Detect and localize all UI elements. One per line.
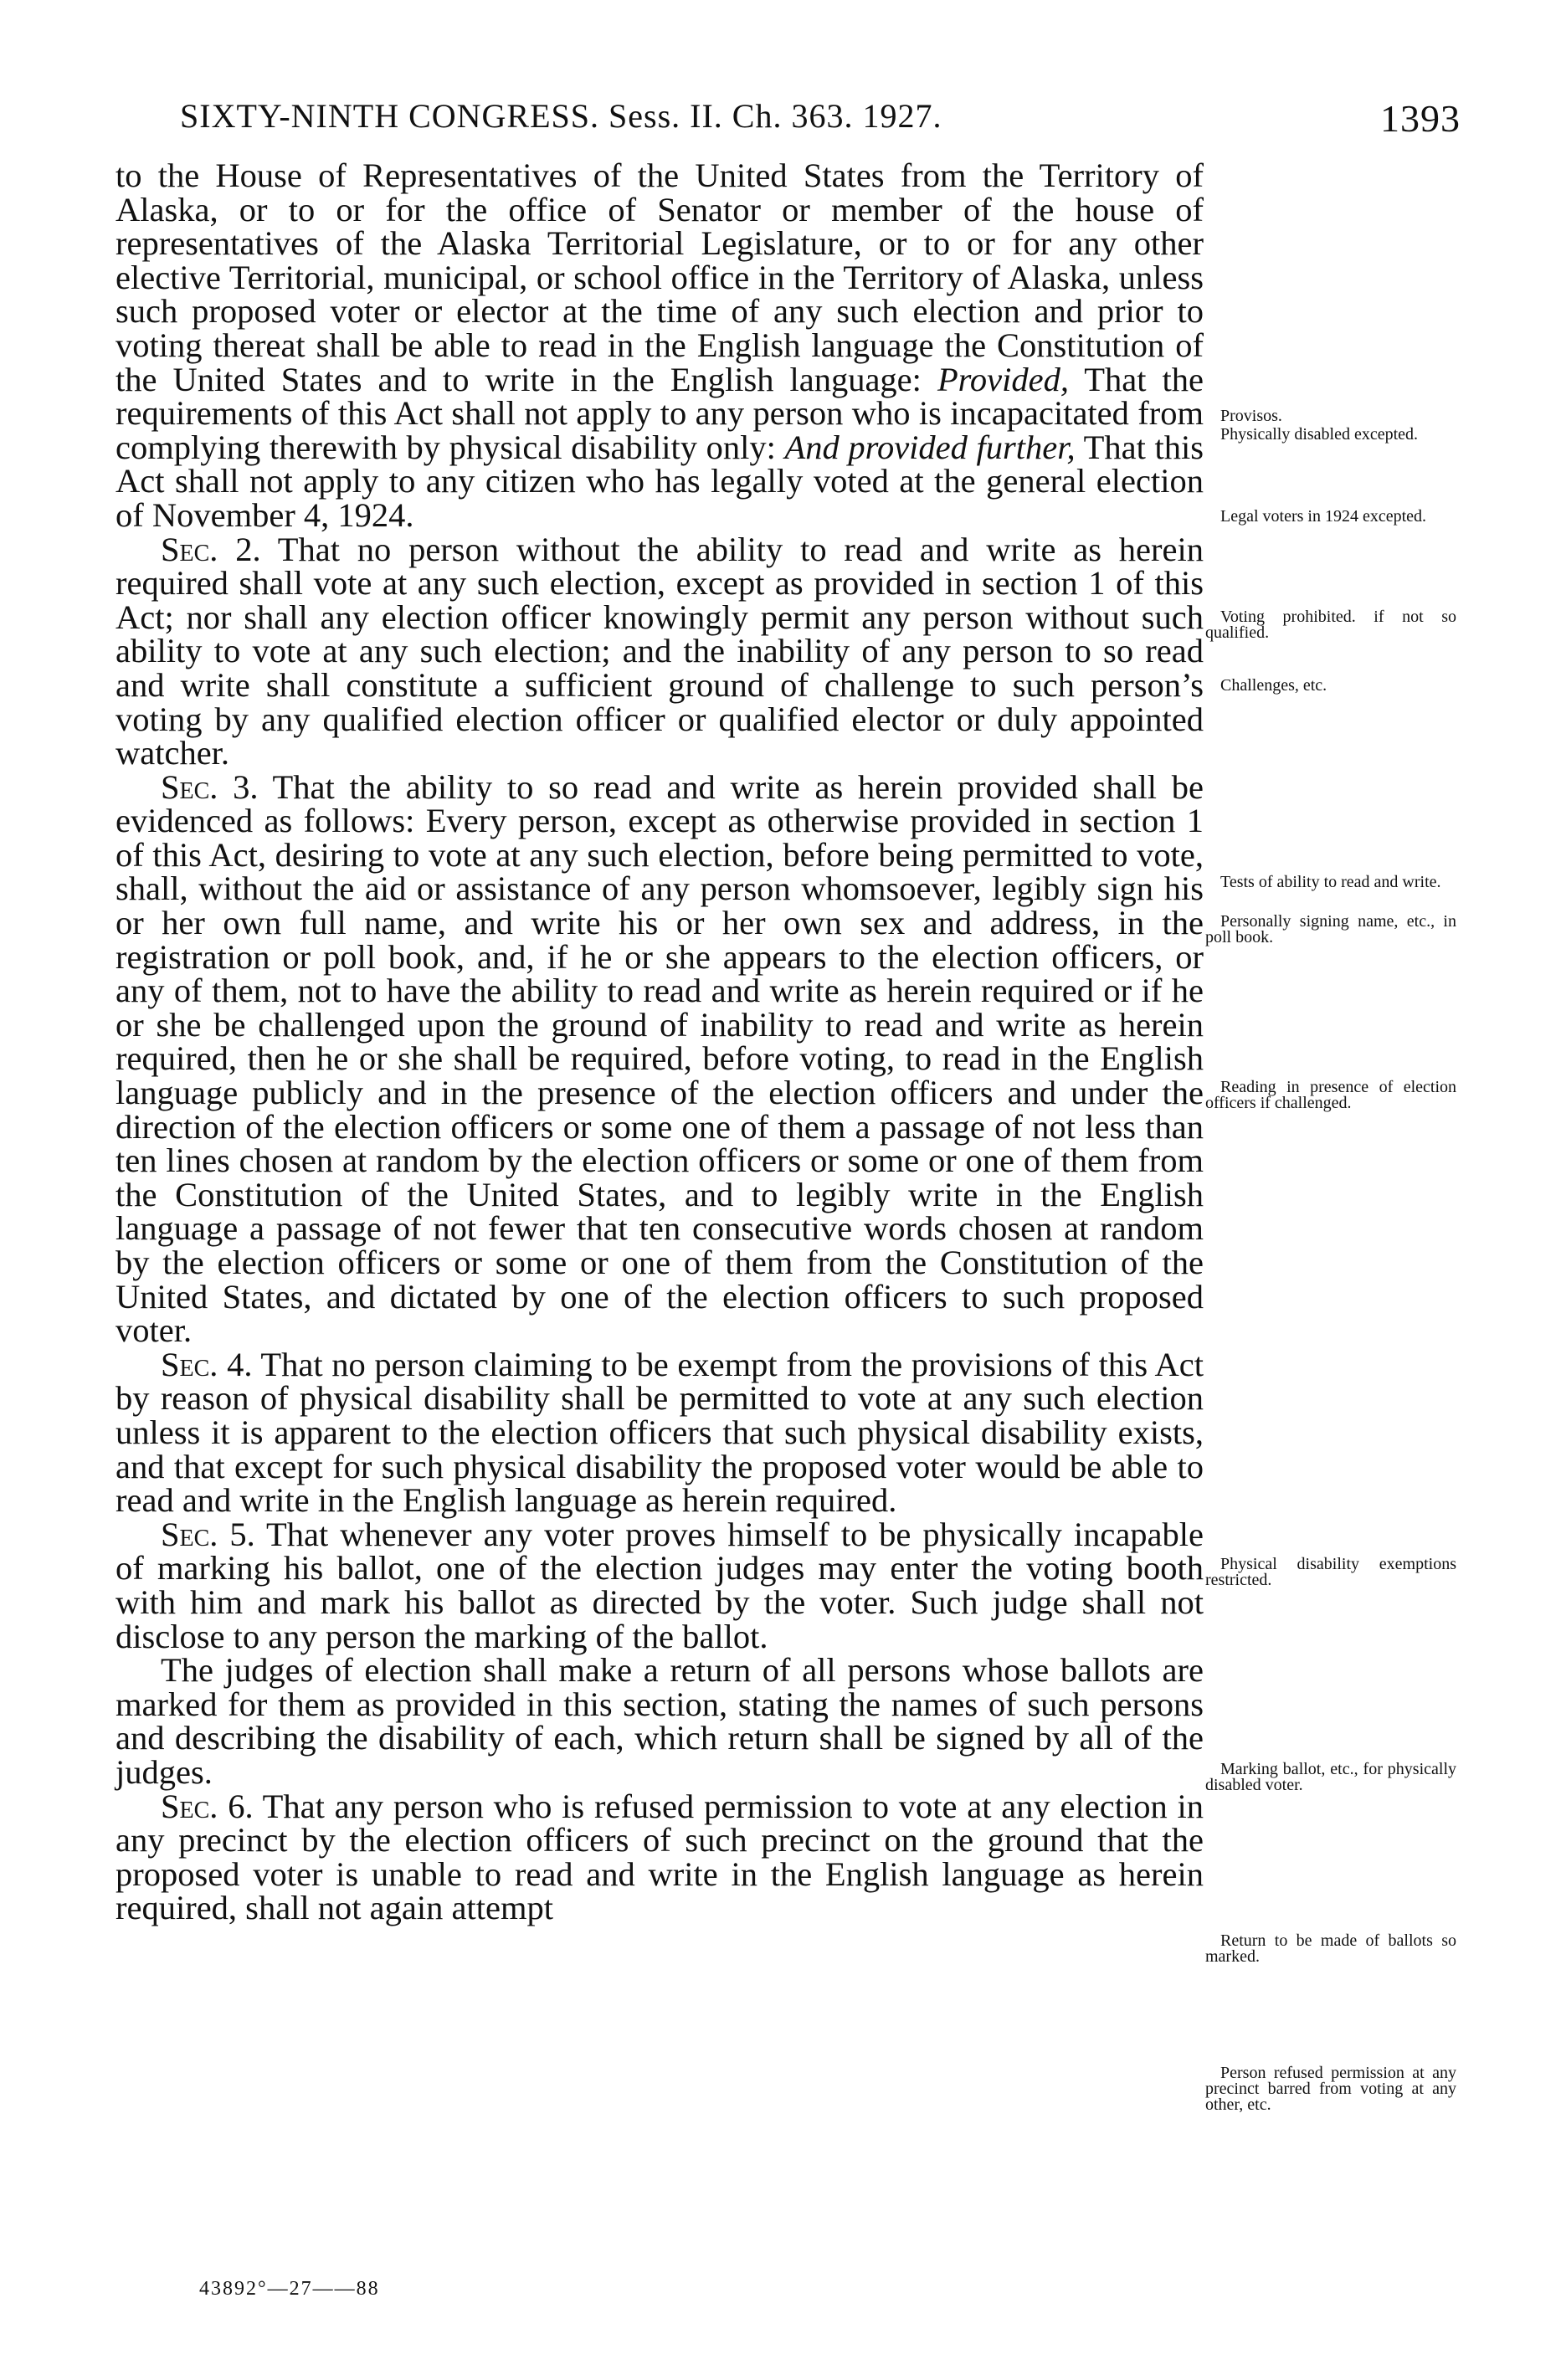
margin-note-challenges: Challenges, etc. <box>1220 676 1327 695</box>
margin-note-physical-disability: Physical disability exemptions restricted. <box>1205 1555 1456 1589</box>
section-text: That any person who is refused permission to vote at any election in any precinct by the election officers of such precinct on the ground that the proposed voter is unable to read and write in the English language as herein required, shall not again attempt <box>116 1787 1204 1927</box>
margin-note-signing: Personally signing name, etc., in poll book. <box>1205 912 1456 946</box>
paragraph-section-4 <box>116 1345 1204 1520</box>
statute-text <box>116 156 1204 1927</box>
margin-note-refused: Person refused permission at any precinct barred from voting at any other, etc. <box>1205 2064 1456 2114</box>
paragraph-section-1-continued <box>116 156 1204 534</box>
margin-note-return: Return to be made of ballots so marked. <box>1205 1931 1456 1966</box>
running-title: SIXTY-NINTH CONGRESS. Sess. II. Ch. 363. 1927. <box>180 97 942 135</box>
section-text: That the ability to so read and write as herein provided shall be evidenced as follows: Every person, except as otherwise provided in section 1 of this Act, desiring to vote at any such election, before being permitted to vote, shall, without the aid or assistance of any person whomsoever, legibly sign his or her own full name, and write his or her own sex and address, in the registration or poll book, and, if he or she appears to the election officers, or any of them, not to have the ability to read and write as herein required or if he or she be challenged upon the ground of inability to read and write as herein required, then he or she shall be required, before voting, to read in the English language publicly and in the presence of the election officers and under the direction of the election officers or some one of them a passage of not less than ten lines chosen at random by the election officers or some or one of them from the Constitution of the United States, and to legibly write in the English language a passage of not fewer that ten consecutive words chosen at random by the election officers or some or one of them from the Constitution of the United States, and dictated by one of the election officers to such proposed voter. <box>116 767 1204 1350</box>
margin-note-physically-disabled: Physically disabled excepted. <box>1220 425 1419 444</box>
margin-note-legal-voters: Legal voters in 1924 excepted. <box>1220 507 1427 526</box>
text-run: to the House of Representatives of the United States from the Territory of Alaska, or to or for the office of Senator or member of the house of representatives of the Alaska Territorial Legislature, or to or for any other elective Territorial, municipal, or school office in the Territory of Alaska, unless such proposed voter or elector at the time of any such election and prior to voting thereat shall be able to read in the English language the Constitution of the United States and to write in the English language: <box>116 156 1204 398</box>
section-text: That no person without the ability to read and write as herein required shall vote at any such election, except as provided in section 1 of this Act; nor shall any election officer knowingly permit any person without such ability to vote at any such election; and the inability of any person to so read and write shall constitute a sufficient ground of challenge to such person’s voting by any qualified election officer or qualified elector or duly appointed watcher. <box>116 530 1204 772</box>
proviso-further-italic: And provided further, <box>784 428 1076 466</box>
section-text: That whenever any voter proves himself to be physically incapable of marking his ballot, one of the election judges may enter the voting booth with him and mark his ballot as directed by the voter. Such judge shall not disclose to any person the marking of the ballot. <box>116 1515 1204 1655</box>
text-run: That this Act shall not apply to any citizen who has legally voted at the general election of November 4, 1924. <box>116 428 1204 534</box>
paragraph-section-6 <box>116 1787 1204 1927</box>
margin-note-reading: Reading in presence of election officers if challenged. <box>1205 1078 1456 1112</box>
text-run: That the requirements of this Act shall not apply to any person who is incapacitated from complying therewith by physical disability only: <box>116 360 1204 466</box>
proviso-italic: Provided, <box>937 360 1070 398</box>
section-label: Sec. 6. <box>161 1787 254 1825</box>
paragraph-section-3 <box>116 767 1204 1350</box>
margin-note-marking-ballot: Marking ballot, etc., for physically disabled voter. <box>1205 1760 1456 1794</box>
margin-note-provisos: Provisos. <box>1220 407 1282 425</box>
paragraph-section-5 <box>116 1515 1204 1655</box>
margin-note-tests: Tests of ability to read and write. <box>1220 873 1441 891</box>
paragraph-section-2 <box>116 530 1204 772</box>
margin-note-voting-prohibited: Voting prohibited. if not so qualified. <box>1205 608 1456 642</box>
section-text: That no person claiming to be exempt from the provisions of this Act by reason of physical disability shall be permitted to vote at any such election unless it is apparent to the election officers that such physical disability exists, and that except for such physical disability the proposed voter would be able to read and write in the English language as herein required. <box>116 1345 1204 1520</box>
section-label: Sec. 2. <box>161 530 261 568</box>
paragraph-section-5-return <box>116 1651 1204 1791</box>
print-code: 43892°—27——88 <box>199 2278 380 2300</box>
section-label: Sec. 4. <box>161 1345 253 1383</box>
section-label: Sec. 3. <box>161 767 259 806</box>
section-label: Sec. 5. <box>161 1515 255 1553</box>
section-text: The judges of election shall make a return of all persons whose ballots are marked for them as provided in this section, stating the names of such persons and describing the disability of each, which return shall be signed by all of the judges. <box>116 1651 1204 1791</box>
page-number: 1393 <box>1380 97 1461 140</box>
